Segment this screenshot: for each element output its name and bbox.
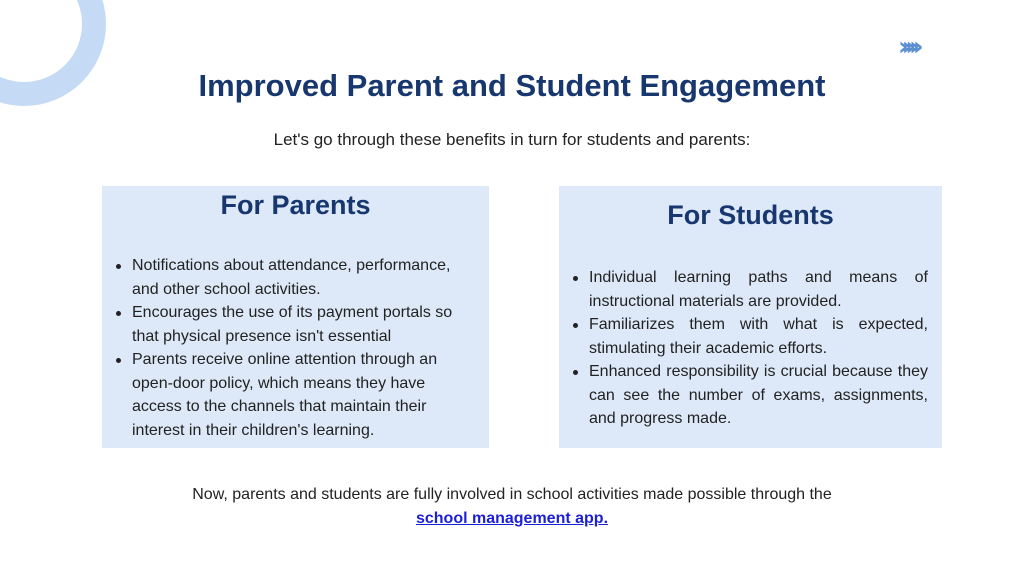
list-item: Familiarizes them with what is expected, stimulating their academic efforts.	[589, 313, 928, 360]
list-item: Enhanced responsibility is crucial because they can see the number of exams, assignments, and progress made.	[589, 360, 928, 431]
footer-note	[0, 483, 1024, 531]
list-item: Notifications about attendance, performance, and other school activities.	[132, 254, 477, 301]
list-item: Encourages the use of its payment portals so that physical presence isn't essential	[132, 301, 477, 348]
page-title: Improved Parent and Student Engagement	[198, 68, 826, 103]
parents-heading: For Parents	[220, 190, 371, 220]
students-heading: For Students	[667, 200, 834, 230]
list-item: Individual learning paths and means of instructional materials are provided.	[589, 266, 928, 313]
students-card	[559, 186, 942, 448]
list-item: Parents receive online attention through an open-door policy, which means they have access to the channels that maintain their interest in their children's learning.	[132, 348, 477, 442]
students-list	[559, 266, 942, 431]
subtitle: Let's go through these benefits in turn for students and parents:	[273, 130, 751, 149]
parents-list	[102, 254, 489, 442]
footer-text: Now, parents and students are fully involved in school activities made possible through the	[192, 486, 832, 503]
school-management-app-link[interactable]: school management app.	[415, 510, 609, 527]
chevrons-icon: ›››››	[898, 32, 917, 62]
parents-card	[102, 186, 489, 448]
